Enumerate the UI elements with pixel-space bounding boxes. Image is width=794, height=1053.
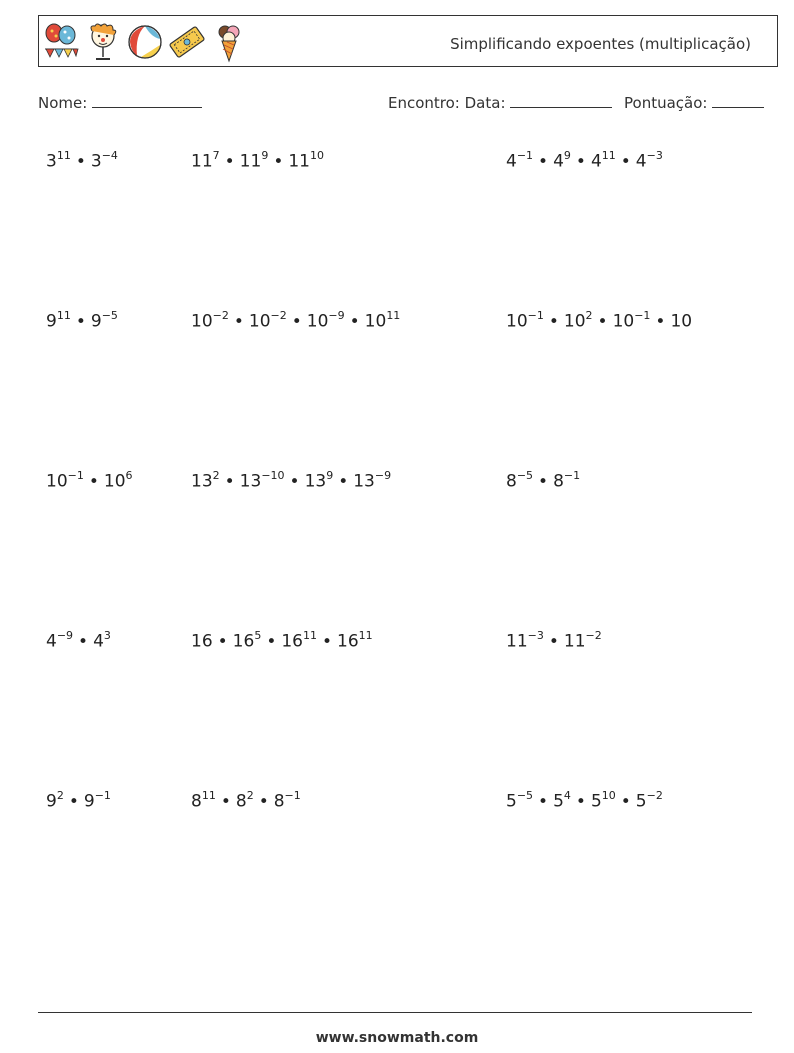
- multiply-dot: •: [538, 791, 549, 812]
- multiply-dot: •: [88, 471, 99, 492]
- header-box: [38, 15, 778, 67]
- base: 10: [306, 311, 329, 332]
- exponent: 4: [563, 789, 571, 802]
- base: 8: [506, 471, 517, 492]
- exponent: 6: [125, 469, 133, 482]
- problem-3: [506, 150, 663, 172]
- name-field[interactable]: [38, 94, 202, 112]
- exponent: −1: [634, 309, 651, 322]
- problem-2: [191, 150, 324, 172]
- base: 10: [612, 311, 635, 332]
- footer-url: www.snowmath.com: [315, 1030, 479, 1046]
- problem-4: [46, 310, 118, 332]
- date-field[interactable]: [388, 94, 612, 112]
- base: 4: [46, 631, 57, 652]
- exponent: 11: [201, 789, 216, 802]
- exponent: 11: [56, 149, 71, 162]
- exponent: −9: [56, 629, 74, 642]
- multiply-dot: •: [575, 791, 586, 812]
- base: 4: [635, 151, 647, 172]
- name-label: Nome:: [38, 94, 88, 112]
- base: 13: [353, 471, 375, 492]
- exponent: −4: [101, 149, 118, 162]
- ticket-icon: [169, 21, 205, 63]
- multiply-dot: •: [266, 631, 277, 652]
- exponent: 7: [212, 149, 220, 162]
- exponent: 9: [563, 149, 571, 162]
- exponent: 11: [386, 309, 401, 322]
- base: 3: [90, 151, 102, 172]
- header-icons: [43, 20, 247, 64]
- exponent: −1: [516, 149, 534, 162]
- base: 13: [304, 471, 327, 492]
- multiply-dot: •: [273, 151, 284, 172]
- base: 16: [337, 631, 359, 652]
- exponent: 11: [358, 629, 373, 642]
- exponent: −9: [374, 469, 392, 482]
- multiply-dot: •: [291, 311, 302, 332]
- multiply-dot: •: [655, 311, 666, 332]
- exponent: 11: [302, 629, 317, 642]
- exponent: −5: [101, 309, 118, 322]
- exponent: −9: [328, 309, 345, 322]
- base: 11: [239, 151, 262, 172]
- base: 5: [590, 791, 602, 812]
- base: 9: [83, 791, 95, 812]
- problem-7: [46, 470, 133, 492]
- exponent: 2: [212, 469, 220, 482]
- multiply-dot: •: [538, 471, 549, 492]
- base: 8: [235, 791, 247, 812]
- base: 9: [46, 791, 57, 812]
- problem-9: [506, 470, 580, 492]
- exponent: 10: [309, 149, 324, 162]
- base: 11: [191, 151, 213, 172]
- base: 5: [506, 791, 517, 812]
- exponent: −2: [646, 789, 663, 802]
- base: 10: [364, 311, 387, 332]
- exponent: −1: [527, 309, 544, 322]
- exponent: −5: [516, 469, 534, 482]
- base: 4: [590, 151, 602, 172]
- base: 3: [46, 151, 57, 172]
- beach-ball-icon: [127, 21, 163, 63]
- base: 13: [191, 471, 213, 492]
- problem-13: [46, 790, 111, 812]
- problem-6: [506, 310, 692, 332]
- problem-11: [191, 630, 373, 652]
- multiply-dot: •: [338, 471, 349, 492]
- score-field[interactable]: [624, 94, 764, 112]
- multiply-dot: •: [548, 311, 559, 332]
- date-label: Encontro: Data:: [388, 94, 506, 112]
- base: 16: [232, 631, 255, 652]
- multiply-dot: •: [538, 151, 549, 172]
- exponent: 2: [246, 789, 254, 802]
- multiply-dot: •: [217, 631, 228, 652]
- score-blank[interactable]: [712, 94, 764, 108]
- base: 10: [103, 471, 126, 492]
- exponent: −2: [212, 309, 229, 322]
- base: 9: [46, 311, 57, 332]
- footer-rule: [38, 1012, 752, 1013]
- ice-cream-cone-icon: [211, 21, 247, 63]
- multiply-dot: •: [289, 471, 300, 492]
- balloons-bunting-icon: [43, 21, 79, 63]
- multiply-dot: •: [224, 471, 235, 492]
- base: 10: [670, 311, 693, 332]
- exponent: −1: [284, 789, 301, 802]
- base: 5: [635, 791, 647, 812]
- base: 10: [248, 311, 271, 332]
- multiply-dot: •: [75, 311, 86, 332]
- problem-15: [506, 790, 663, 812]
- base: 8: [553, 471, 564, 492]
- exponent: −3: [646, 149, 663, 162]
- exponent: 9: [261, 149, 269, 162]
- base: 9: [90, 311, 102, 332]
- multiply-dot: •: [548, 631, 559, 652]
- date-blank[interactable]: [510, 94, 612, 108]
- base: 4: [553, 151, 564, 172]
- exponent: −5: [516, 789, 534, 802]
- exponent: −2: [585, 629, 602, 642]
- multiply-dot: •: [233, 311, 244, 332]
- multiply-dot: •: [68, 791, 79, 812]
- exponent: 2: [585, 309, 593, 322]
- exponent: −10: [261, 469, 285, 482]
- base: 8: [191, 791, 202, 812]
- exponent: −3: [527, 629, 544, 642]
- exponent: 10: [601, 789, 616, 802]
- problem-8: [191, 470, 391, 492]
- multiply-dot: •: [78, 631, 89, 652]
- base: 4: [506, 151, 517, 172]
- score-label: Pontuação:: [624, 94, 708, 112]
- base: 8: [273, 791, 285, 812]
- base: 4: [93, 631, 104, 652]
- name-blank[interactable]: [92, 94, 202, 108]
- base: 10: [563, 311, 586, 332]
- multiply-dot: •: [75, 151, 86, 172]
- exponent: 11: [56, 309, 71, 322]
- base: 11: [563, 631, 586, 652]
- exponent: 5: [254, 629, 262, 642]
- multiply-dot: •: [620, 791, 631, 812]
- exponent: −1: [563, 469, 581, 482]
- multiply-dot: •: [224, 151, 235, 172]
- problem-12: [506, 630, 602, 652]
- exponent: 3: [103, 629, 111, 642]
- exponent: −2: [270, 309, 287, 322]
- base: 16: [281, 631, 303, 652]
- base: 13: [239, 471, 262, 492]
- multiply-dot: •: [349, 311, 360, 332]
- problem-10: [46, 630, 111, 652]
- base: 10: [191, 311, 213, 332]
- base: 5: [553, 791, 564, 812]
- base: 16: [191, 631, 213, 652]
- exponent: 9: [326, 469, 334, 482]
- exponent: −1: [94, 789, 111, 802]
- exponent: −1: [67, 469, 84, 482]
- multiply-dot: •: [620, 151, 631, 172]
- worksheet-title: Simplificando expoentes (multiplicação): [450, 35, 751, 53]
- problem-1: [46, 150, 118, 172]
- clown-mirror-icon: [85, 21, 121, 63]
- base: 10: [506, 311, 528, 332]
- exponent: 2: [56, 789, 64, 802]
- multiply-dot: •: [258, 791, 269, 812]
- exponent: 11: [601, 149, 616, 162]
- multiply-dot: •: [575, 151, 586, 172]
- multiply-dot: •: [321, 631, 333, 652]
- multiply-dot: •: [220, 791, 231, 812]
- base: 11: [288, 151, 310, 172]
- multiply-dot: •: [597, 311, 608, 332]
- base: 10: [46, 471, 68, 492]
- problem-5: [191, 310, 400, 332]
- problem-14: [191, 790, 301, 812]
- base: 11: [506, 631, 528, 652]
